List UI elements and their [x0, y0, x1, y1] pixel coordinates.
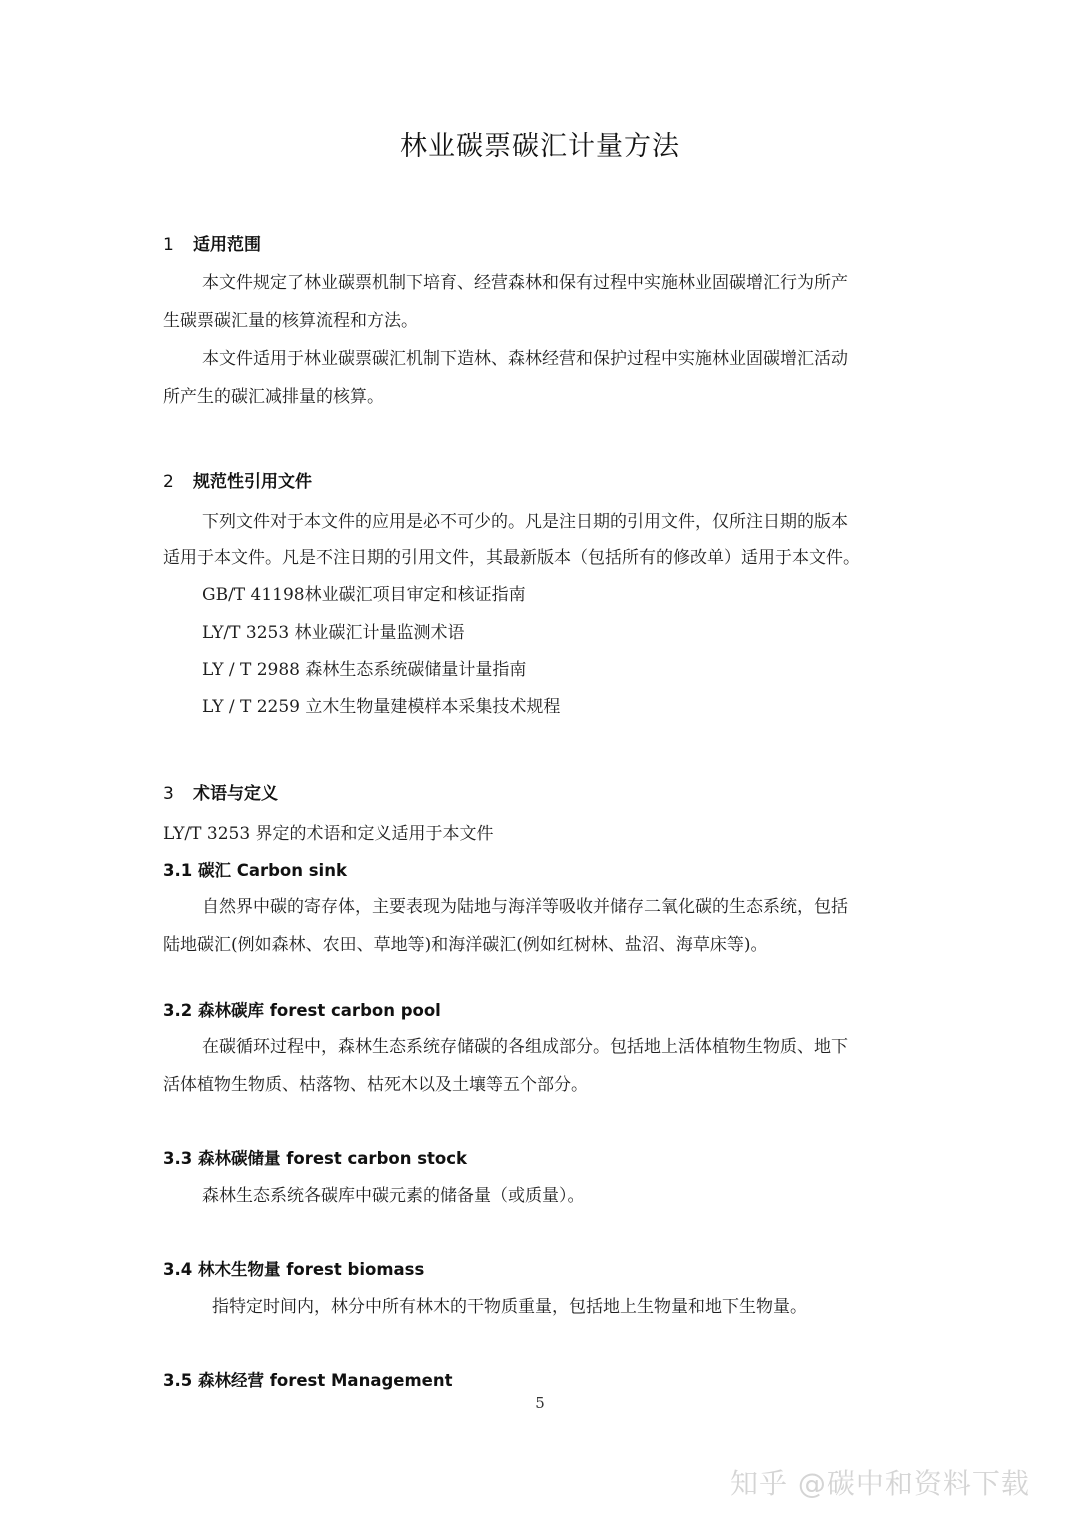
reference-item: LY / T 2259 立木生物量建模样本采集技术规程 — [202, 697, 561, 717]
paragraph-line: 所产生的碳汇减排量的核算。 — [163, 387, 384, 407]
document-title: 林业碳票碳汇计量方法 — [400, 131, 680, 162]
section-number: 1 — [163, 235, 174, 255]
section-title: 适用范围 — [193, 235, 261, 255]
term-3-4-heading: 3.4 林木生物量 forest biomass — [163, 1260, 425, 1279]
paragraph-line: 本文件适用于林业碳票碳汇机制下造林、森林经营和保护过程中实施林业固碳增汇活动 — [202, 349, 848, 369]
section-title: 术语与定义 — [193, 784, 278, 804]
paragraph-line: 适用于本文件。凡是不注日期的引用文件，其最新版本（包括所有的修改单）适用于本文件。 — [163, 548, 860, 568]
paragraph-line: 下列文件对于本文件的应用是必不可少的。凡是注日期的引用文件，仅所注日期的版本 — [202, 512, 848, 532]
reference-item: GB/T 41198林业碳汇项目审定和核证指南 — [202, 585, 526, 605]
paragraph-line: LY/T 3253 界定的术语和定义适用于本文件 — [163, 824, 494, 844]
section-number: 3 — [163, 784, 174, 804]
term-3-3-heading: 3.3 森林碳储量 forest carbon stock — [163, 1149, 468, 1168]
term-3-2-heading: 3.2 森林碳库 forest carbon pool — [163, 1001, 441, 1020]
paragraph-line: 森林生态系统各碳库中碳元素的储备量（或质量）。 — [202, 1186, 585, 1206]
paragraph-line: 生碳票碳汇量的核算流程和方法。 — [163, 311, 418, 331]
reference-item: LY/T 3253 林业碳汇计量监测术语 — [202, 623, 465, 643]
paragraph-line: 活体植物生物质、枯落物、枯死木以及土壤等五个部分。 — [163, 1075, 588, 1095]
watermark: 知乎 @碳中和资料下载 — [730, 1467, 1030, 1500]
paragraph-line: 在碳循环过程中，森林生态系统存储碳的各组成部分。包括地上活体植物生物质、地下 — [202, 1037, 848, 1057]
section-2-heading — [163, 467, 312, 492]
paragraph-line: 指特定时间内，林分中所有林木的干物质重量，包括地上生物量和地下生物量。 — [212, 1297, 807, 1317]
section-1-heading — [163, 230, 261, 255]
section-number: 2 — [163, 472, 174, 492]
section-title: 规范性引用文件 — [193, 472, 312, 492]
section-3-heading — [163, 779, 278, 804]
paragraph-line: 陆地碳汇(例如森林、农田、草地等)和海洋碳汇(例如红树林、盐沼、海草床等)。 — [163, 935, 768, 955]
term-3-5-heading: 3.5 森林经营 forest Management — [163, 1371, 453, 1390]
paragraph-line: 自然界中碳的寄存体，主要表现为陆地与海洋等吸收并储存二氧化碳的生态系统，包括 — [202, 897, 848, 917]
page-number: 5 — [535, 1394, 545, 1412]
term-3-1-heading: 3.1 碳汇 Carbon sink — [163, 861, 347, 880]
paragraph-line: 本文件规定了林业碳票机制下培育、经营森林和保有过程中实施林业固碳增汇行为所产 — [202, 273, 848, 293]
reference-item: LY / T 2988 森林生态系统碳储量计量指南 — [202, 660, 527, 680]
